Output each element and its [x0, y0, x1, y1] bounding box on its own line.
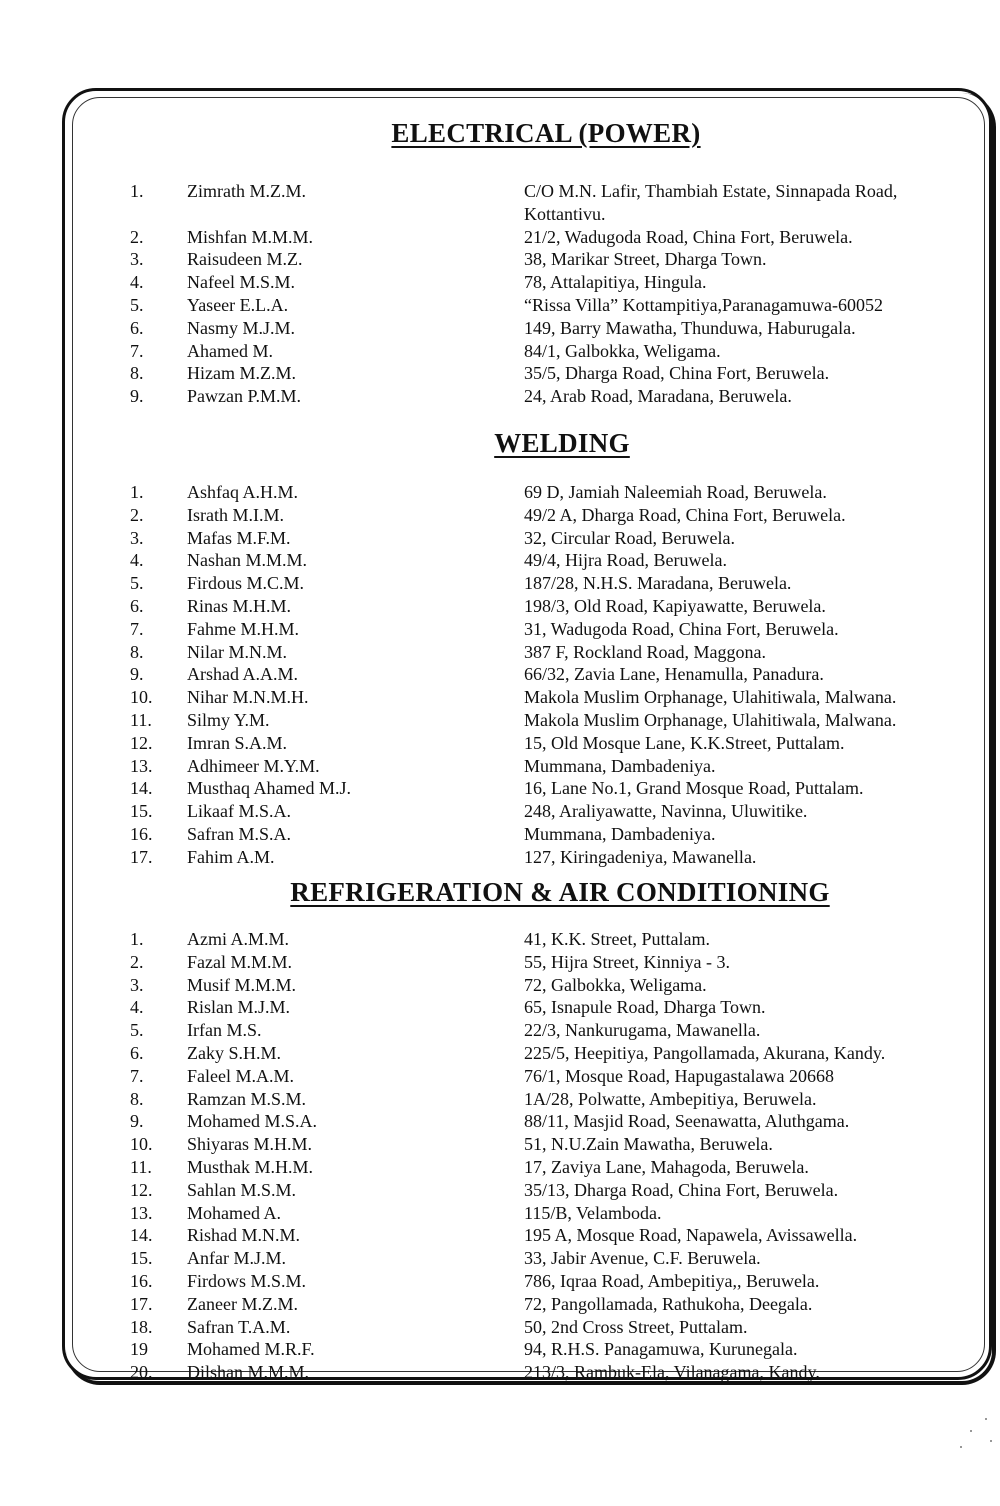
entry-address: 248, Araliyawatte, Navinna, Uluwitike.	[524, 801, 808, 822]
entry-name: Musthak M.H.M.	[187, 1156, 314, 1177]
entry-address: Makola Muslim Orphanage, Ulahitiwala, Malwana.	[524, 687, 897, 708]
entry-address: 213/3, Rambuk-Ela, Vilanagama, Kandy.	[524, 1362, 820, 1383]
entry-address: 387 F, Rockland Road, Maggona.	[524, 641, 767, 662]
entry-number: 13.	[130, 755, 153, 776]
entry-address: 22/3, Nankurugama, Mawanella.	[524, 1020, 761, 1041]
list-item	[0, 527, 1000, 550]
entry-address: Mummana, Dambadeniya.	[524, 755, 716, 776]
entry-number: 2.	[130, 226, 144, 247]
entry-number: 3.	[130, 249, 144, 270]
entry-name: Rishad M.N.M.	[187, 1225, 301, 1246]
entry-number: 1.	[130, 181, 144, 201]
list-item	[0, 504, 1000, 527]
entry-number: 4.	[130, 272, 144, 293]
entry-name: Firdous M.C.M.	[187, 573, 305, 594]
list-item	[0, 1293, 1000, 1316]
entry-address: 78, Attalapitiya, Hingula.	[524, 272, 707, 293]
entry-address: 72, Pangollamada, Rathukoha, Deegala.	[524, 1293, 813, 1314]
entry-address: “Rissa Villa” Kottampitiya,Paranagamuwa-60052	[524, 294, 883, 315]
list-item	[0, 1202, 1000, 1225]
entry-number: 15.	[130, 801, 153, 822]
entry-name: Israth M.I.M.	[187, 504, 284, 525]
entry-address: 16, Lane No.1, Grand Mosque Road, Puttalam.	[524, 778, 864, 799]
entry-number: 7.	[130, 618, 144, 639]
entry-number: 16.	[130, 1270, 153, 1291]
entry-address: 149, Barry Mawatha, Thunduwa, Haburugala.	[524, 317, 856, 338]
entry-number: 10.	[130, 687, 153, 708]
list-item	[0, 618, 1000, 641]
entry-number: 5.	[130, 1020, 144, 1041]
entry-address: 38, Marikar Street, Dharga Town.	[524, 249, 767, 270]
entry-number: 6.	[130, 1042, 144, 1063]
entry-number: 17.	[130, 1293, 153, 1314]
entry-name: Mishfan M.M.M.	[187, 226, 314, 247]
entry-number: 8.	[130, 1088, 144, 1109]
entry-number: 7.	[130, 340, 144, 361]
entry-name: Yaseer E.L.A.	[187, 294, 289, 315]
entry-address: 65, Isnapule Road, Dharga Town.	[524, 997, 766, 1018]
entry-name: Faleel M.A.M.	[187, 1065, 294, 1086]
entry-name: Ashfaq A.H.M.	[187, 482, 298, 502]
entry-number: 8.	[130, 363, 144, 384]
entry-address: 198/3, Old Road, Kapiyawatte, Beruwela.	[524, 595, 826, 616]
entry-address: 51, N.U.Zain Mawatha, Beruwela.	[524, 1134, 773, 1155]
entry-number: 20.	[130, 1362, 153, 1383]
entry-name: Ahamed M.	[187, 340, 273, 361]
entry-address: 94, R.H.S. Panagamuwa, Kurunegala.	[524, 1339, 798, 1360]
entry-number: 5.	[130, 294, 144, 315]
entry-number: 9.	[130, 386, 144, 407]
entry-address: 49/2 A, Dharga Road, China Fort, Beruwela.	[524, 504, 846, 525]
entry-number: 12.	[130, 732, 153, 753]
entry-name: Nihar M.N.M.H.	[187, 687, 309, 708]
entry-address: 88/11, Masjid Road, Seenawatta, Aluthgama.	[524, 1111, 850, 1132]
entry-number: 8.	[130, 641, 144, 662]
entry-name: Hizam M.Z.M.	[187, 363, 296, 384]
entry-number: 17.	[130, 846, 153, 867]
list-item	[0, 572, 1000, 595]
list-item	[0, 481, 1000, 504]
entry-name: Musthaq Ahamed M.J.	[187, 778, 351, 799]
entry-address: 66/32, Zavia Lane, Henamulla, Panadura.	[524, 664, 824, 685]
list-item	[0, 340, 1000, 363]
list-item	[0, 996, 1000, 1019]
entry-number: 14.	[130, 1225, 153, 1246]
list-item	[0, 641, 1000, 664]
entry-name: Ramzan M.S.M.	[187, 1088, 306, 1109]
entry-name: Raisudeen M.Z.	[187, 249, 303, 270]
list-item	[0, 226, 1000, 249]
list-item	[0, 1156, 1000, 1179]
list-item	[0, 974, 1000, 997]
entry-name: Arshad A.A.M.	[187, 664, 298, 685]
entry-number: 6.	[130, 595, 144, 616]
entry-number: 1.	[130, 482, 144, 502]
scan-speck	[970, 1430, 972, 1432]
entry-name: Azmi A.M.M.	[187, 929, 290, 949]
entry-number: 2.	[130, 951, 144, 972]
entry-address: 17, Zaviya Lane, Mahagoda, Beruwela.	[524, 1156, 809, 1177]
entry-address: 21/2, Wadugoda Road, China Fort, Beruwela.	[524, 226, 853, 247]
list-item	[0, 928, 1000, 951]
entry-name: Mafas M.F.M.	[187, 527, 291, 548]
list-item	[0, 1019, 1000, 1042]
entry-number: 10.	[130, 1134, 153, 1155]
entry-number: 12.	[130, 1179, 153, 1200]
entry-address: 72, Galbokka, Weligama.	[524, 974, 707, 995]
list-item	[0, 1224, 1000, 1247]
entry-name: Musif M.M.M.	[187, 974, 297, 995]
entry-number: 3.	[130, 974, 144, 995]
list-item	[0, 663, 1000, 686]
list-item	[0, 755, 1000, 778]
entry-address: 195 A, Mosque Road, Napawela, Avissawella.	[524, 1225, 858, 1246]
entry-name: Zimrath M.Z.M.	[187, 181, 306, 201]
list-item	[0, 686, 1000, 709]
entry-address: 33, Jabir Avenue, C.F. Beruwela.	[524, 1248, 761, 1269]
list-item	[0, 1133, 1000, 1156]
refrigeration-list	[0, 928, 1000, 1384]
entry-number: 14.	[130, 778, 153, 799]
entry-name: Likaaf M.S.A.	[187, 801, 291, 822]
list-item	[0, 1338, 1000, 1361]
list-item	[0, 385, 1000, 408]
list-item	[0, 549, 1000, 572]
entry-number: 7.	[130, 1065, 144, 1086]
entry-name: Safran T.A.M.	[187, 1316, 291, 1337]
list-item	[0, 180, 1000, 226]
entry-address: Makola Muslim Orphanage, Ulahitiwala, Malwana.	[524, 709, 897, 730]
entry-name: Fazal M.M.M.	[187, 951, 292, 972]
entry-name: Silmy Y.M.	[187, 709, 270, 730]
scan-speck	[960, 1446, 962, 1448]
entry-address: 225/5, Heepitiya, Pangollamada, Akurana, Kandy.	[524, 1042, 886, 1063]
scan-speck	[985, 1418, 987, 1420]
list-item	[0, 1110, 1000, 1133]
entry-number: 6.	[130, 317, 144, 338]
entry-number: 5.	[130, 573, 144, 594]
entry-name: Safran M.S.A.	[187, 823, 291, 844]
entry-address: C/O M.N. Lafir, Thambiah Estate, Sinnapada Road, Kottantivu.	[524, 181, 898, 224]
list-item	[0, 732, 1000, 755]
entry-address: 76/1, Mosque Road, Hapugastalawa 20668	[524, 1065, 834, 1086]
entry-address: 84/1, Galbokka, Weligama.	[524, 340, 721, 361]
list-item	[0, 294, 1000, 317]
section-title-refrigeration: REFRIGERATION & AIR CONDITIONING	[290, 877, 830, 907]
entry-name: Nashan M.M.M.	[187, 550, 307, 571]
entry-name: Anfar M.J.M.	[187, 1248, 286, 1269]
entry-address: 69 D, Jamiah Naleemiah Road, Beruwela.	[524, 482, 827, 502]
entry-name: Pawzan P.M.M.	[187, 386, 302, 407]
entry-address: 49/4, Hijra Road, Beruwela.	[524, 550, 727, 571]
list-item	[0, 777, 1000, 800]
entry-address: 1A/28, Polwatte, Ambepitiya, Beruwela.	[524, 1088, 817, 1109]
entry-name: Firdows M.S.M.	[187, 1270, 307, 1291]
list-item	[0, 1179, 1000, 1202]
entry-address: 50, 2nd Cross Street, Puttalam.	[524, 1316, 748, 1337]
section-title-electrical: ELECTRICAL (POWER)	[391, 118, 701, 148]
entry-name: Rislan M.J.M.	[187, 997, 291, 1018]
list-item	[0, 1042, 1000, 1065]
entry-address: 15, Old Mosque Lane, K.K.Street, Puttalam.	[524, 732, 845, 753]
entry-number: 1.	[130, 929, 144, 949]
welding-list	[0, 481, 1000, 869]
entry-name: Dilshan M.M.M.	[187, 1362, 310, 1383]
entry-name: Mohamed M.S.A.	[187, 1111, 317, 1132]
entry-name: Fahim A.M.	[187, 846, 275, 867]
entry-name: Rinas M.H.M.	[187, 595, 292, 616]
entry-name: Nasmy M.J.M.	[187, 317, 296, 338]
list-item	[0, 595, 1000, 618]
entry-number: 11.	[130, 709, 152, 730]
list-item	[0, 317, 1000, 340]
entry-address: 35/13, Dharga Road, China Fort, Beruwela.	[524, 1179, 839, 1200]
entry-number: 9.	[130, 664, 144, 685]
entry-number: 2.	[130, 504, 144, 525]
scan-speck	[990, 1440, 992, 1442]
list-item	[0, 800, 1000, 823]
entry-address: 41, K.K. Street, Puttalam.	[524, 929, 710, 949]
entry-name: Adhimeer M.Y.M.	[187, 755, 320, 776]
entry-name: Irfan M.S.	[187, 1020, 262, 1041]
list-item	[0, 1065, 1000, 1088]
entry-number: 18.	[130, 1316, 153, 1337]
entry-address: Mummana, Dambadeniya.	[524, 823, 716, 844]
list-item	[0, 846, 1000, 869]
entry-number: 4.	[130, 550, 144, 571]
list-item	[0, 1361, 1000, 1384]
entry-address: 187/28, N.H.S. Maradana, Beruwela.	[524, 573, 792, 594]
entry-name: Nilar M.N.M.	[187, 641, 287, 662]
entry-number: 19	[130, 1339, 148, 1360]
entry-address: 24, Arab Road, Maradana, Beruwela.	[524, 386, 792, 407]
electrical-list	[0, 180, 1000, 408]
list-item	[0, 271, 1000, 294]
entry-name: Nafeel M.S.M.	[187, 272, 295, 293]
entry-name: Zaneer M.Z.M.	[187, 1293, 298, 1314]
entry-number: 9.	[130, 1111, 144, 1132]
entry-name: Zaky S.H.M.	[187, 1042, 281, 1063]
entry-name: Imran S.A.M.	[187, 732, 287, 753]
list-item	[0, 248, 1000, 271]
entry-name: Sahlan M.S.M.	[187, 1179, 297, 1200]
entry-number: 13.	[130, 1202, 153, 1223]
entry-name: Shiyaras M.H.M.	[187, 1134, 312, 1155]
list-item	[0, 709, 1000, 732]
entry-name: Fahme M.H.M.	[187, 618, 299, 639]
entry-address: 55, Hijra Street, Kinniya - 3.	[524, 951, 730, 972]
entry-address: 127, Kiringadeniya, Mawanella.	[524, 846, 757, 867]
section-title-welding: WELDING	[494, 428, 630, 458]
entry-address: 35/5, Dharga Road, China Fort, Beruwela.	[524, 363, 830, 384]
list-item	[0, 362, 1000, 385]
list-item	[0, 1247, 1000, 1270]
entry-name: Mohamed A.	[187, 1202, 281, 1223]
entry-name: Mohamed M.R.F.	[187, 1339, 315, 1360]
list-item	[0, 1270, 1000, 1293]
list-item	[0, 1088, 1000, 1111]
entry-number: 3.	[130, 527, 144, 548]
list-item	[0, 823, 1000, 846]
entry-number: 11.	[130, 1156, 152, 1177]
entry-number: 4.	[130, 997, 144, 1018]
entry-number: 16.	[130, 823, 153, 844]
entry-address: 115/B, Velamboda.	[524, 1202, 662, 1223]
entry-address: 32, Circular Road, Beruwela.	[524, 527, 735, 548]
entry-address: 786, Iqraa Road, Ambepitiya,, Beruwela.	[524, 1270, 820, 1291]
entry-address: 31, Wadugoda Road, China Fort, Beruwela.	[524, 618, 839, 639]
list-item	[0, 1316, 1000, 1339]
entry-number: 15.	[130, 1248, 153, 1269]
list-item	[0, 951, 1000, 974]
